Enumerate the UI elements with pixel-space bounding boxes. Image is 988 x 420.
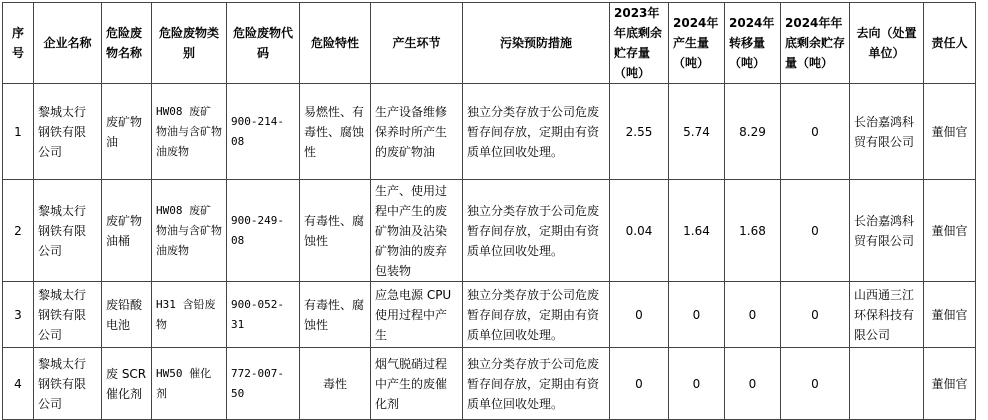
cell-category: HW08 废矿物油与含矿物油废物 [152, 180, 227, 282]
header-owner: 责任人 [924, 3, 976, 84]
cell-seq: 3 [3, 282, 34, 348]
cell-measures: 独立分类存放于公司危废暂存间存放，定期由有资质单位回收处理。 [463, 282, 610, 348]
cell-company: 黎城太行钢铁有限公司 [34, 180, 102, 282]
cell-produced-2024: 0 [669, 348, 725, 420]
cell-code: 900-052-31 [227, 282, 300, 348]
cell-owner: 董佃官 [924, 180, 976, 282]
cell-transferred-2024: 1.68 [725, 180, 781, 282]
cell-company: 黎城太行钢铁有限公司 [34, 282, 102, 348]
cell-destination: 山西通三江环保科技有限公司 [850, 282, 924, 348]
header-row [3, 3, 976, 84]
header-seq: 序号 [3, 3, 34, 84]
cell-destination: 长治嘉鸿科贸有限公司 [850, 180, 924, 282]
cell-seq: 1 [3, 84, 34, 180]
cell-stage: 应急电源 CPU 使用过程中产生 [371, 282, 463, 348]
cell-stage: 生产、使用过程中产生的废矿物油及沾染矿物油的废弃包装物 [371, 180, 463, 282]
cell-hazard: 有毒性、腐蚀性 [300, 180, 371, 282]
cell-stock-2024: 0 [781, 348, 850, 420]
cell-seq: 4 [3, 348, 34, 420]
cell-transferred-2024: 0 [725, 348, 781, 420]
header-category: 危险废物类别 [152, 3, 227, 84]
cell-company: 黎城太行钢铁有限公司 [34, 348, 102, 420]
header-stock-2024: 2024年年底剩余贮存量（吨） [781, 3, 850, 84]
cell-stock-2024: 0 [781, 84, 850, 180]
cell-stage: 烟气脱硝过程中产生的废催化剂 [371, 348, 463, 420]
cell-stock-2023: 0 [610, 348, 669, 420]
cell-stage: 生产设备维修保养时所产生的废矿物油 [371, 84, 463, 180]
cell-owner: 董佃官 [924, 84, 976, 180]
cell-produced-2024: 1.64 [669, 180, 725, 282]
header-produced-2024: 2024年产生量（吨） [669, 3, 725, 84]
cell-measures: 独立分类存放于公司危废暂存间存放，定期由有资质单位回收处理。 [463, 348, 610, 420]
header-measures: 污染预防措施 [463, 3, 610, 84]
cell-waste-name: 废铅酸电池 [102, 282, 152, 348]
cell-measures: 独立分类存放于公司危废暂存间存放，定期由有资质单位回收处理。 [463, 180, 610, 282]
cell-stock-2023: 0.04 [610, 180, 669, 282]
cell-transferred-2024: 0 [725, 282, 781, 348]
cell-hazard: 毒性 [300, 348, 371, 420]
cell-stock-2023: 0 [610, 282, 669, 348]
cell-waste-name: 废 SCR 催化剂 [102, 348, 152, 420]
header-waste-name: 危险废物名称 [102, 3, 152, 84]
cell-hazard: 有毒性、腐蚀性 [300, 282, 371, 348]
cell-transferred-2024: 8.29 [725, 84, 781, 180]
cell-produced-2024: 5.74 [669, 84, 725, 180]
header-destination: 去向（处置单位） [850, 3, 924, 84]
table-row [3, 180, 976, 282]
table-row [3, 348, 976, 420]
cell-measures: 独立分类存放于公司危废暂存间存放，定期由有资质单位回收处理。 [463, 84, 610, 180]
header-transferred-2024: 2024年转移量（吨） [725, 3, 781, 84]
cell-destination [850, 348, 924, 420]
cell-stock-2023: 2.55 [610, 84, 669, 180]
cell-waste-name: 废矿物油 [102, 84, 152, 180]
cell-produced-2024: 0 [669, 282, 725, 348]
cell-stock-2024: 0 [781, 180, 850, 282]
cell-company: 黎城太行钢铁有限公司 [34, 84, 102, 180]
hazardous-waste-table [2, 2, 976, 420]
cell-waste-name: 废矿物油桶 [102, 180, 152, 282]
cell-code: 772-007-50 [227, 348, 300, 420]
cell-code: 900-249-08 [227, 180, 300, 282]
cell-hazard: 易燃性、有毒性、腐蚀性 [300, 84, 371, 180]
cell-seq: 2 [3, 180, 34, 282]
cell-owner: 董佃官 [924, 282, 976, 348]
cell-category: HW08 废矿物油与含矿物油废物 [152, 84, 227, 180]
table-row [3, 282, 976, 348]
header-stage: 产生环节 [371, 3, 463, 84]
header-company: 企业名称 [34, 3, 102, 84]
cell-code: 900-214-08 [227, 84, 300, 180]
header-code: 危险废物代码 [227, 3, 300, 84]
cell-owner: 董佃官 [924, 348, 976, 420]
cell-category: HW50 催化剂 [152, 348, 227, 420]
cell-stock-2024: 0 [781, 282, 850, 348]
header-hazard: 危险特性 [300, 3, 371, 84]
cell-destination: 长治嘉鸿科贸有限公司 [850, 84, 924, 180]
cell-category: H31 含铅废物 [152, 282, 227, 348]
header-stock-2023: 2023年年底剩余贮存量（吨） [610, 3, 669, 84]
table-row [3, 84, 976, 180]
